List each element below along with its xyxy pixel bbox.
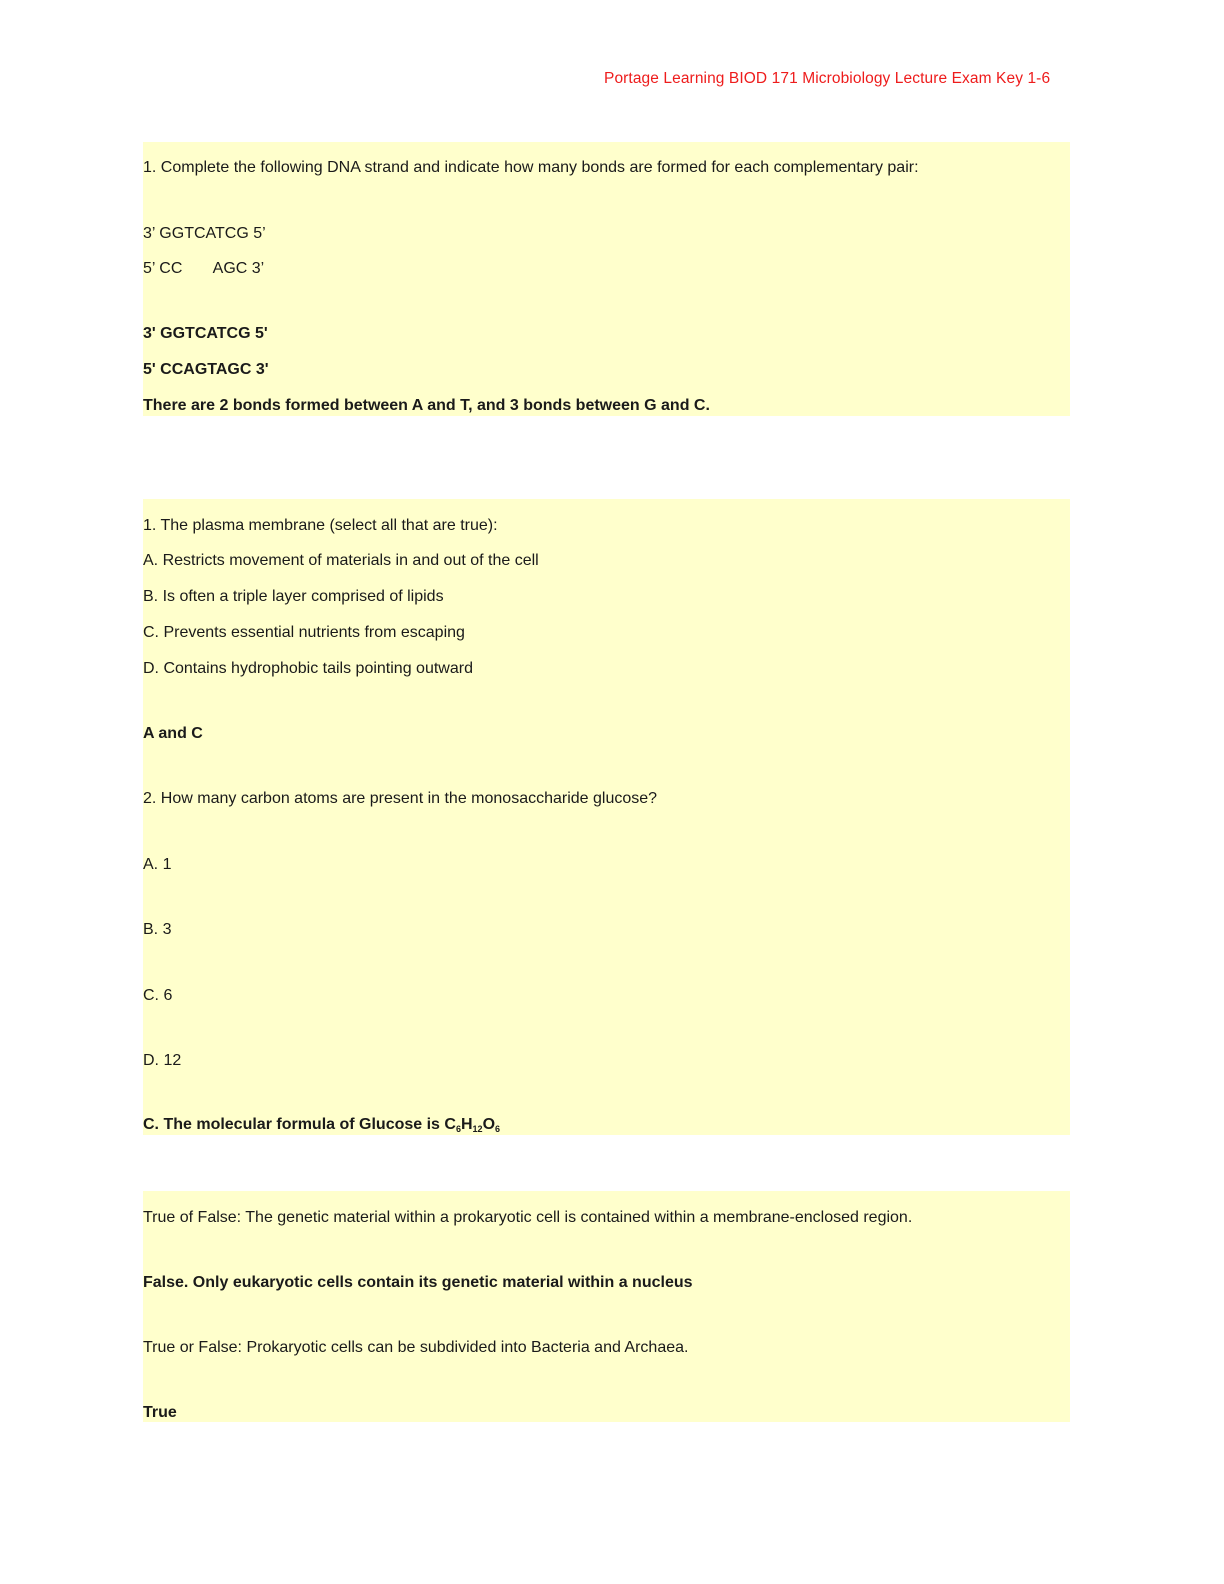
option-d: D. 12 [143,1052,182,1069]
answer-strand-top: 3' GGTCATCG 5' [143,325,268,342]
answer-text: True [143,1404,177,1421]
answer-text: False. Only eukaryotic cells contain its genetic material within a nucleus [143,1274,693,1291]
answer-prefix: C. The molecular formula of Glucose is [143,1116,445,1133]
dna-strand-top: 3’ GGTCATCG 5’ [143,225,266,242]
answer-strand-bottom: 5' CCAGTAGC 3' [143,361,269,378]
question-text: 2. How many carbon atoms are present in the monosaccharide glucose? [143,790,658,807]
glucose-formula: $C_6H_{12}O_6$ [444,1116,501,1134]
question-text: 1. The plasma membrane (select all that are true): [143,517,498,534]
dna-strand-bottom: 5’ CC AGC 3’ [143,260,265,277]
question-block-dna [143,142,1070,416]
answer-text [143,1115,500,1135]
answer-text: There are 2 bonds formed between A and T, and 3 bonds between G and C. [143,397,710,414]
option-b: B. 3 [143,921,172,938]
question-text: True of False: The genetic material within a prokaryotic cell is contained within a membrane-enclosed region. [143,1209,913,1226]
option-a: A. 1 [143,856,172,873]
question-text: True or False: Prokaryotic cells can be subdivided into Bacteria and Archaea. [143,1339,689,1356]
question-block-true-false [143,1191,1070,1422]
option-a: A. Restricts movement of materials in and out of the cell [143,552,539,569]
option-d: D. Contains hydrophobic tails pointing outward [143,660,473,677]
document-header: Portage Learning BIOD 171 Microbiology Lecture Exam Key 1-6 [604,70,1051,87]
question-text: 1. Complete the following DNA strand and indicate how many bonds are formed for each complementary pair: [143,159,919,176]
question-block-membrane-glucose [143,499,1070,1135]
option-b: B. Is often a triple layer comprised of lipids [143,588,444,605]
answer-text: A and C [143,725,203,742]
option-c: C. 6 [143,987,173,1004]
option-c: C. Prevents essential nutrients from escaping [143,624,465,641]
